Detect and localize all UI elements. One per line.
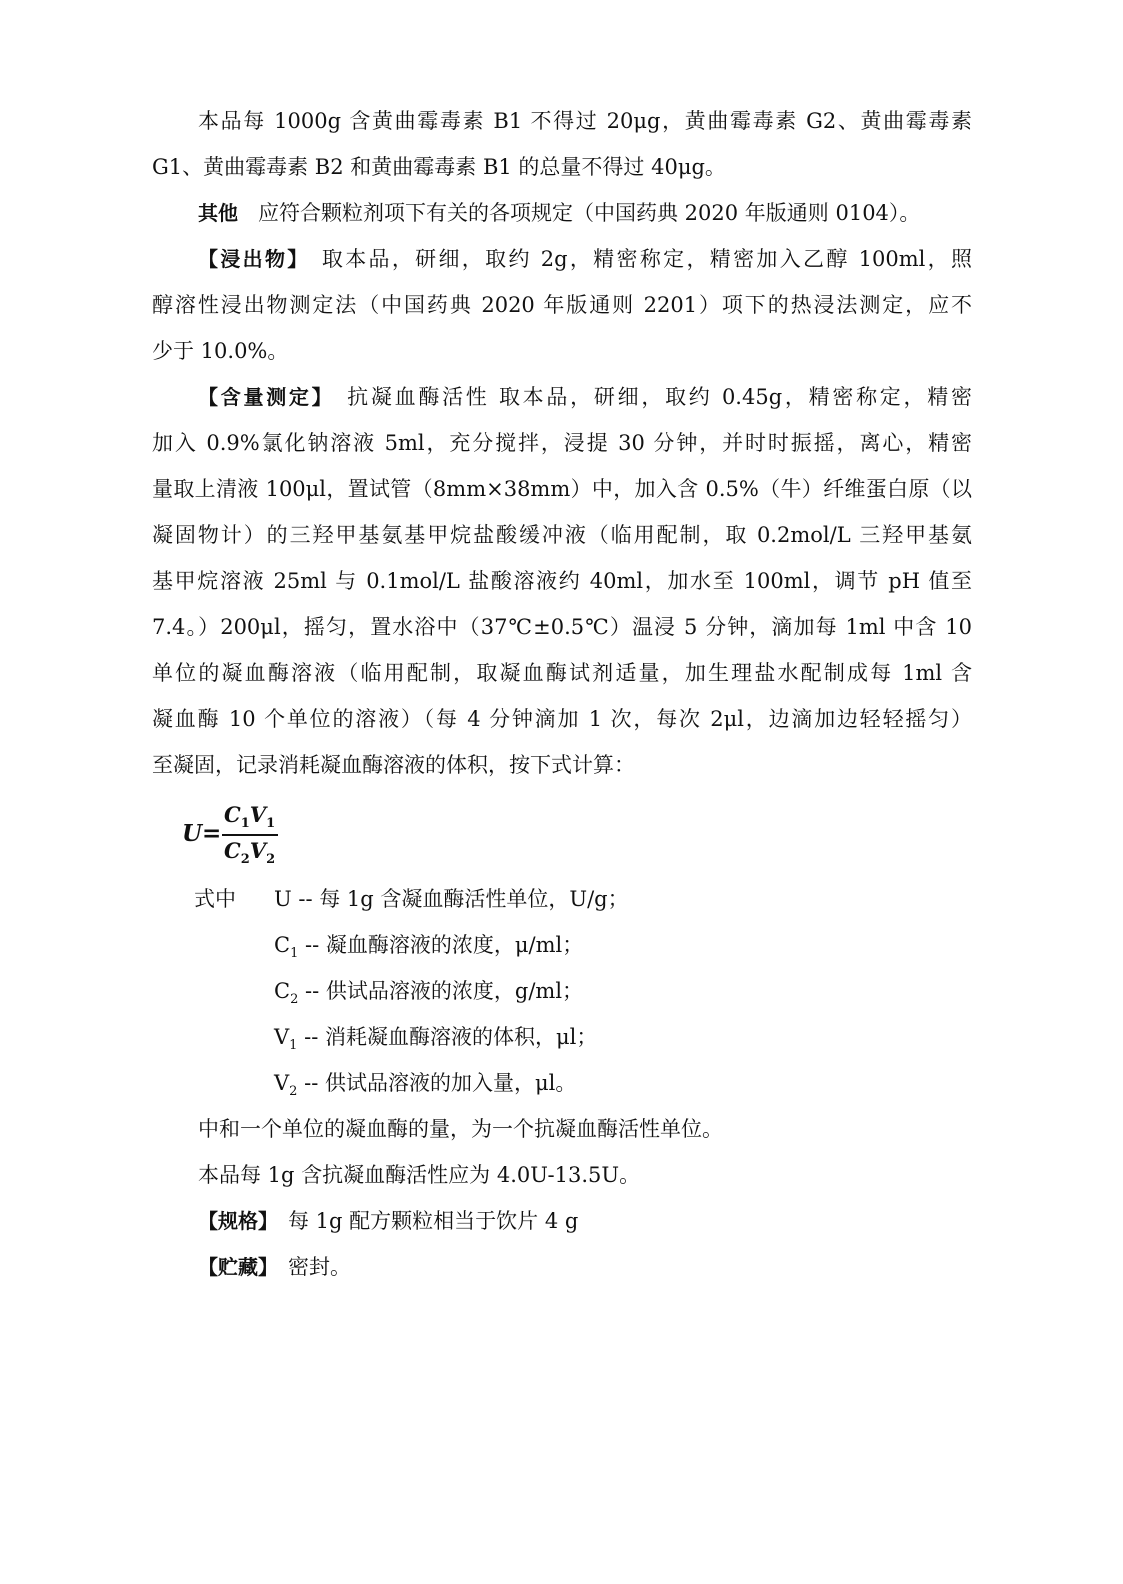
assay-label: 【含量测定】 (198, 385, 335, 409)
formula-numerator: $C_1V_1$ (224, 802, 276, 832)
assay-line-7: 单位的凝血酶溶液（临用配制，取凝血酶试剂适量，加生理盐水配制成每 1ml 含 (152, 661, 972, 685)
activity-limit-note: 本品每 1g 含抗凝血酶活性应为 4.0U-13.5U。 (198, 1163, 641, 1187)
assay-line-9: 至凝固，记录消耗凝血酶溶液的体积，按下式计算： (152, 753, 635, 777)
extract-line-2: 醇溶性浸出物测定法（中国药典 2020 年版通则 2201）项下的热浸法测定，应不 (152, 293, 972, 317)
unit-definition-note: 中和一个单位的凝血酶的量，为一个抗凝血酶活性单位。 (198, 1117, 723, 1141)
definition-row: $V_2$ -- 供试品溶液的加入量，μl。 (274, 1071, 577, 1100)
definitions-lead: 式中 (194, 887, 236, 911)
storage-paragraph (198, 1252, 968, 1282)
assay-line-2: 加入 0.9%氯化钠溶液 5ml，充分搅拌，浸提 30 分钟，并时时振摇，离心，精密 (152, 431, 972, 455)
aflatoxin-line-1: 本品每 1000g 含黄曲霉毒素 B1 不得过 20μg，黄曲霉毒素 G2、黄曲霉毒素 (198, 109, 972, 133)
other-label: 其他 (198, 201, 238, 225)
assay-line-5: 基甲烷溶液 25ml 与 0.1mol/L 盐酸溶液约 40ml，加水至 100ml，调节 pH 值至 (152, 569, 972, 593)
definition-row: $C_1$ -- 凝血酶溶液的浓度，μ/ml； (274, 933, 584, 962)
formula-lhs: U= (182, 820, 222, 847)
fraction-bar (222, 834, 278, 836)
assay-line-1: 【含量测定】 抗凝血酶活性 取本品，研细，取约 0.45g，精密称定，精密 (198, 385, 972, 409)
assay-line-8: 凝血酶 10 个单位的溶液）（每 4 分钟滴加 1 次，每次 2μl，边滴加边轻轻摇匀） (152, 707, 972, 731)
aflatoxin-line-2: G1、黄曲霉毒素 B2 和黄曲霉毒素 B1 的总量不得过 40μg。 (152, 155, 726, 179)
definition-row: $V_1$ -- 消耗凝血酶溶液的体积，μl； (274, 1025, 598, 1054)
assay-line-6: 7.4。）200μl，摇匀，置水浴中（37℃±0.5℃）温浸 5 分钟，滴加每 1ml 中含 10 (152, 615, 972, 639)
extract-label: 【浸出物】 (198, 247, 310, 271)
assay-line-3: 量取上清液 100μl，置试管（8mm×38mm）中，加入含 0.5%（牛）纤维蛋白原（以 (152, 477, 972, 501)
other-paragraph (152, 198, 1018, 228)
extract-line-3: 少于 10.0%。 (152, 339, 289, 363)
storage-text: 密封。 (288, 1255, 351, 1279)
spec-paragraph (198, 1206, 968, 1236)
definition-row: $C_2$ -- 供试品溶液的浓度，g/ml； (274, 979, 584, 1008)
assay-line-4: 凝固物计）的三羟甲基氨基甲烷盐酸缓冲液（临用配制，取 0.2mol/L 三羟甲基氨 (152, 523, 972, 547)
definition-row: U -- 每 1g 含凝血酶活性单位，U/g； (274, 887, 629, 911)
extract-line-1: 【浸出物】 取本品，研细，取约 2g，精密称定，精密加入乙醇 100ml，照 (198, 247, 973, 271)
spec-text: 每 1g 配方颗粒相当于饮片 4 g (288, 1209, 579, 1233)
activity-formula (182, 802, 302, 868)
spec-label: 【规格】 (198, 1209, 278, 1233)
other-text: 应符合颗粒剂项下有关的各项规定（中国药典 2020 年版通则 0104）。 (258, 201, 921, 225)
formula-denominator: $C_2V_2$ (224, 838, 276, 868)
storage-label: 【贮藏】 (198, 1255, 278, 1279)
